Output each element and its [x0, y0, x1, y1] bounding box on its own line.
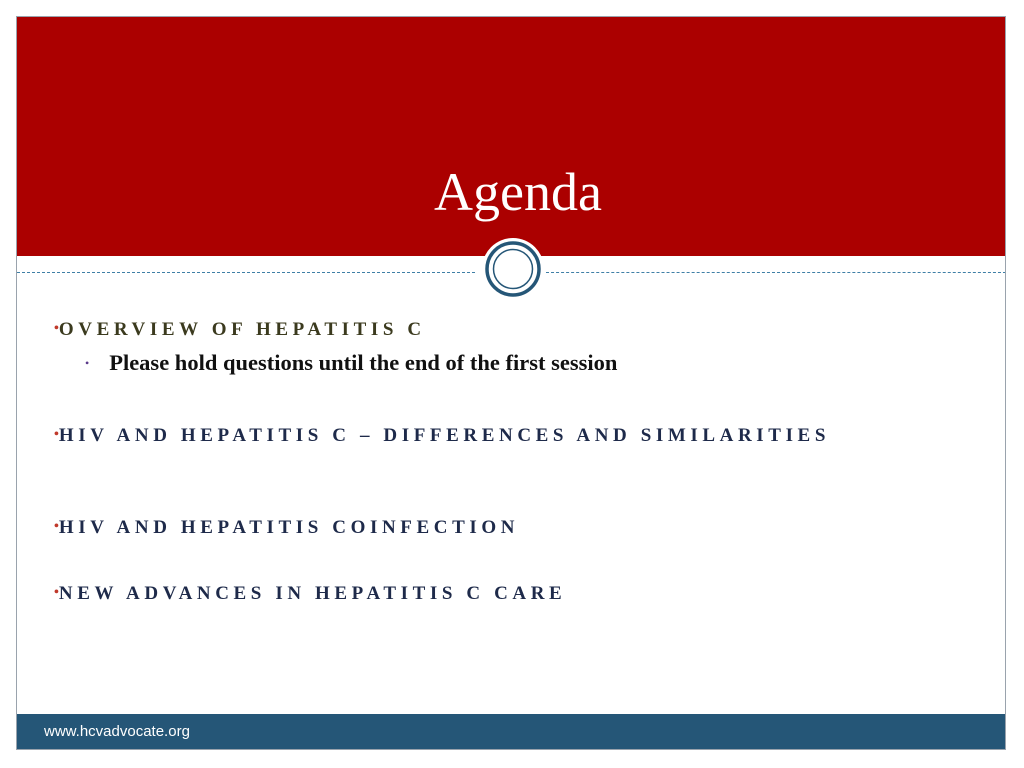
- divider-right: [546, 272, 1006, 273]
- bullet: •: [54, 427, 59, 442]
- sub-bullet: •: [85, 356, 90, 370]
- agenda-item-label: NEW ADVANCES IN HEPATITIS C CARE: [58, 583, 567, 604]
- agenda-item-advances: [54, 579, 954, 608]
- agenda-subitem-label: Please hold questions until the end of the first session: [109, 350, 618, 375]
- agenda-item-label: HIV AND HEPATITIS C – DIFFERENCES AND SIMILARITIES: [58, 425, 830, 446]
- circle-ornament-icon: [481, 237, 545, 301]
- slide-title: Agenda: [434, 162, 602, 222]
- footer-url: www.hcvadvocate.org: [44, 723, 190, 740]
- agenda-item-differences: [54, 421, 954, 450]
- agenda-subitem-questions: [85, 348, 617, 378]
- footer-band: [17, 714, 1005, 749]
- bullet: •: [54, 519, 59, 534]
- divider-left: [17, 272, 475, 273]
- agenda-item-label: OVERVIEW OF HEPATITIS C: [58, 319, 426, 340]
- bullet: •: [54, 585, 59, 600]
- bullet: •: [54, 321, 59, 336]
- agenda-item-coinfection: [54, 513, 954, 542]
- slide: [16, 16, 1006, 750]
- title-band: [17, 17, 1005, 256]
- agenda-item-label: HIV AND HEPATITIS COINFECTION: [58, 517, 520, 538]
- agenda-item-overview: [54, 315, 954, 344]
